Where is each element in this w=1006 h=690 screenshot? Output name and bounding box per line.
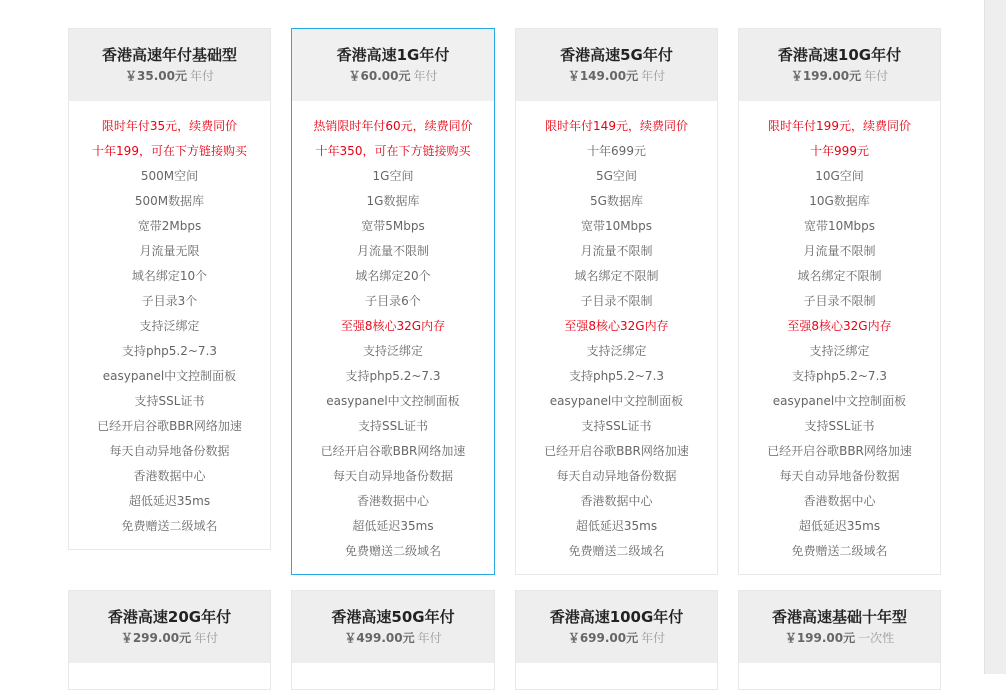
- feature-item: easypanel中文控制面板: [326, 394, 460, 408]
- feature-item: 限时年付35元，续费同价: [101, 119, 238, 133]
- feature-item: 月流量不限制: [356, 244, 429, 258]
- feature-item: 宽带10Mbps: [580, 219, 653, 233]
- price-unit: 一次性: [858, 631, 895, 645]
- feature-list: [69, 101, 270, 539]
- feature-item: 10G数据库: [809, 194, 870, 208]
- feature-item: 超低延迟35ms: [575, 519, 658, 533]
- feature-item: 500M空间: [140, 169, 199, 183]
- price-unit: 年付: [864, 69, 889, 83]
- feature-list: [516, 101, 717, 564]
- feature-item: 支持泛绑定: [139, 319, 200, 333]
- feature-item: 免费赠送二级域名: [121, 519, 218, 533]
- feature-item: 免费赠送二级域名: [568, 544, 665, 558]
- feature-item: 每天自动异地备份数据: [556, 469, 677, 483]
- feature-item: 1G数据库: [366, 194, 420, 208]
- feature-item: 十年350，可在下方链接购买: [315, 144, 471, 158]
- plan-price: [516, 66, 717, 85]
- plan-price: [292, 628, 494, 647]
- plan-title: 香港高速50G年付: [331, 608, 455, 626]
- price-unit: 年付: [417, 631, 442, 645]
- feature-item: 支持SSL证书: [581, 419, 652, 433]
- feature-item: 支持泛绑定: [809, 344, 870, 358]
- price-amount: ￥499.00元: [344, 631, 415, 645]
- feature-item: 免费赠送二级域名: [344, 544, 441, 558]
- price-amount: ￥35.00元: [125, 69, 187, 83]
- feature-item: 支持SSL证书: [358, 419, 428, 433]
- feature-list: [739, 663, 940, 676]
- plan-header: [292, 29, 494, 101]
- feature-item: 支持泛绑定: [586, 344, 647, 358]
- feature-item: 每天自动异地备份数据: [109, 444, 230, 458]
- plan-title: 香港高速1G年付: [336, 46, 450, 64]
- feature-item: 子目录不限制: [803, 294, 876, 308]
- feature-item: 已经开启谷歌BBR网络加速: [97, 419, 242, 433]
- feature-item: 限时年付199元，续费同价: [768, 119, 911, 133]
- feature-list: [739, 101, 940, 564]
- feature-item: 子目录不限制: [580, 294, 653, 308]
- plan-card[interactable]: [68, 28, 271, 550]
- feature-item: 热销限时年付60元，续费同价: [313, 119, 473, 133]
- plan-header: [739, 29, 940, 101]
- feature-item: 超低延迟35ms: [128, 494, 211, 508]
- price-unit: 年付: [189, 69, 214, 83]
- feature-item: 每天自动异地备份数据: [332, 469, 453, 483]
- feature-item: 十年199，可在下方链接购买: [92, 144, 247, 158]
- plan-title: 香港高速年付基础型: [101, 46, 237, 64]
- feature-item: 至强8核心32G内存: [787, 319, 892, 333]
- feature-item: 月流量不限制: [580, 244, 653, 258]
- plan-price: [69, 66, 270, 85]
- plan-card[interactable]: [515, 28, 718, 575]
- feature-item: 域名绑定20个: [355, 269, 431, 283]
- plan-card[interactable]: [515, 590, 718, 690]
- feature-item: 5G数据库: [590, 194, 643, 208]
- feature-list: [292, 663, 494, 676]
- plan-title: 香港高速20G年付: [107, 608, 232, 626]
- plan-price: [739, 66, 940, 85]
- feature-item: 香港数据中心: [356, 494, 429, 508]
- feature-item: 香港数据中心: [133, 469, 206, 483]
- plan-header: [739, 591, 940, 663]
- feature-item: 10G空间: [815, 169, 864, 183]
- feature-item: 月流量无限: [139, 244, 200, 258]
- feature-item: 十年699元: [587, 144, 646, 158]
- plan-title: 香港高速基础十年型: [771, 608, 907, 626]
- price-unit: 年付: [413, 69, 438, 83]
- feature-item: 域名绑定不限制: [797, 269, 882, 283]
- plan-header: [69, 29, 270, 101]
- plan-card[interactable]: [738, 28, 941, 575]
- plan-price: [292, 66, 494, 85]
- feature-item: 子目录3个: [141, 294, 198, 308]
- plan-header: [292, 591, 494, 663]
- feature-item: 支持php5.2~7.3: [345, 369, 441, 383]
- price-amount: ￥149.00元: [567, 69, 639, 83]
- feature-item: 子目录6个: [365, 294, 421, 308]
- feature-item: 支持php5.2~7.3: [791, 369, 888, 383]
- feature-list: [292, 101, 494, 564]
- plan-price: [69, 628, 270, 647]
- feature-item: 500M数据库: [134, 194, 205, 208]
- plan-card[interactable]: [738, 590, 941, 690]
- price-unit: 年付: [641, 631, 666, 645]
- feature-item: 限时年付149元，续费同价: [545, 119, 688, 133]
- plan-price: [739, 628, 940, 647]
- plan-title: 香港高速100G年付: [549, 608, 684, 626]
- price-unit: 年付: [194, 631, 219, 645]
- feature-item: 域名绑定10个: [131, 269, 208, 283]
- price-amount: ￥199.00元: [784, 631, 856, 645]
- feature-item: 已经开启谷歌BBR网络加速: [544, 444, 689, 458]
- feature-item: 免费赠送二级域名: [791, 544, 888, 558]
- feature-item: 支持php5.2~7.3: [568, 369, 665, 383]
- feature-item: 超低延迟35ms: [798, 519, 881, 533]
- feature-item: 5G空间: [596, 169, 637, 183]
- feature-item: 1G空间: [372, 169, 414, 183]
- price-amount: ￥199.00元: [790, 69, 862, 83]
- feature-item: 宽带2Mbps: [137, 219, 202, 233]
- price-amount: ￥699.00元: [567, 631, 639, 645]
- feature-item: 香港数据中心: [803, 494, 876, 508]
- plan-header: [516, 29, 717, 101]
- feature-item: 域名绑定不限制: [574, 269, 659, 283]
- feature-item: 至强8核心32G内存: [340, 319, 446, 333]
- plan-header: [516, 591, 717, 663]
- plan-card[interactable]: [68, 590, 271, 690]
- plan-title: 香港高速5G年付: [560, 46, 673, 64]
- feature-item: easypanel中文控制面板: [549, 394, 684, 408]
- feature-list: [69, 663, 270, 676]
- feature-item: 月流量不限制: [803, 244, 876, 258]
- feature-item: 支持SSL证书: [804, 419, 875, 433]
- plan-card[interactable]: [291, 590, 495, 690]
- scrollbar-track[interactable]: [984, 0, 1006, 674]
- feature-item: 支持php5.2~7.3: [121, 344, 218, 358]
- feature-list: [516, 663, 717, 676]
- feature-item: 十年999元: [810, 144, 869, 158]
- feature-item: 已经开启谷歌BBR网络加速: [767, 444, 912, 458]
- price-unit: 年付: [641, 69, 666, 83]
- feature-item: 支持SSL证书: [134, 394, 205, 408]
- feature-item: 每天自动异地备份数据: [779, 469, 900, 483]
- plan-card[interactable]: [291, 28, 495, 575]
- feature-item: 宽带10Mbps: [803, 219, 876, 233]
- feature-item: easypanel中文控制面板: [772, 394, 907, 408]
- feature-item: 至强8核心32G内存: [564, 319, 669, 333]
- price-amount: ￥60.00元: [348, 69, 411, 83]
- feature-item: easypanel中文控制面板: [102, 369, 237, 383]
- plan-price: [516, 628, 717, 647]
- price-amount: ￥299.00元: [120, 631, 192, 645]
- feature-item: 香港数据中心: [580, 494, 653, 508]
- plan-title: 香港高速10G年付: [777, 46, 902, 64]
- feature-item: 已经开启谷歌BBR网络加速: [320, 444, 466, 458]
- feature-item: 支持泛绑定: [362, 344, 423, 358]
- plan-header: [69, 591, 270, 663]
- feature-item: 宽带5Mbps: [361, 219, 425, 233]
- feature-item: 超低延迟35ms: [352, 519, 434, 533]
